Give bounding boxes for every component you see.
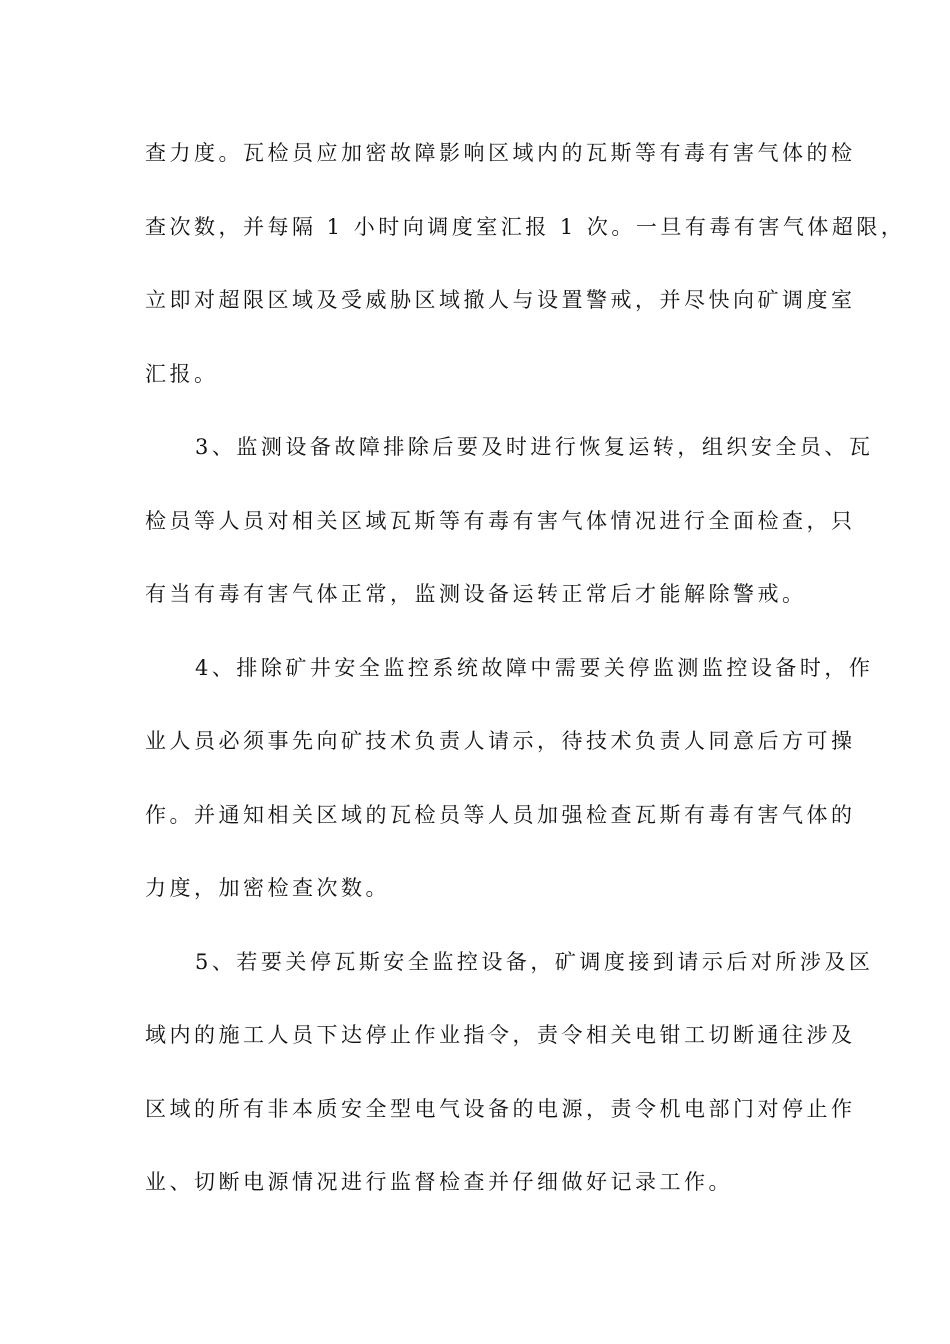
text-line: 查力度。瓦检员应加密故障影响区域内的瓦斯等有毒有害气体的检 bbox=[145, 141, 856, 165]
text-line: 汇报。 bbox=[145, 361, 219, 386]
text-line: 检员等人员对相关区域瓦斯等有毒有害气体情况进行全面检查，只 bbox=[145, 508, 856, 533]
text-line: 区域的所有非本质安全型电气设备的电源，责令机电部门对停止作 bbox=[145, 1096, 856, 1121]
text-line: 域内的施工人员下达停止作业指令，责令相关电钳工切断通往涉及 bbox=[145, 1023, 856, 1047]
text-line: 业、切断电源情况进行监督检查并仔细做好记录工作。 bbox=[145, 1170, 733, 1194]
paragraph-start-line: 3、监测设备故障排除后要及时进行恢复运转，组织安全员、瓦 bbox=[195, 435, 874, 459]
text-line: 立即对超限区域及受威胁区域撤人与设置警戒，并尽快向矿调度室 bbox=[145, 288, 856, 312]
text-line: 有当有毒有害气体正常，监测设备运转正常后才能解除警戒。 bbox=[145, 582, 807, 606]
text-line: 作。并通知相关区域的瓦检员等人员加强检查瓦斯有毒有害气体的 bbox=[145, 802, 856, 827]
paragraph-start-line: 4、排除矿井安全监控系统故障中需要关停监测监控设备时，作 bbox=[195, 655, 874, 680]
paragraph-start-line: 5、若要关停瓦斯安全监控设备，矿调度接到请示后对所涉及区 bbox=[195, 949, 874, 974]
body-text bbox=[145, 131, 906, 1234]
text-line: 力度，加密检查次数。 bbox=[145, 876, 390, 900]
text-line: 查次数，并每隔 1 小时向调度室汇报 1 次。一旦有毒有害气体超限， bbox=[145, 214, 906, 239]
text-line: 业人员必须事先向矿技术负责人请示，待技术负责人同意后方可操 bbox=[145, 729, 856, 753]
